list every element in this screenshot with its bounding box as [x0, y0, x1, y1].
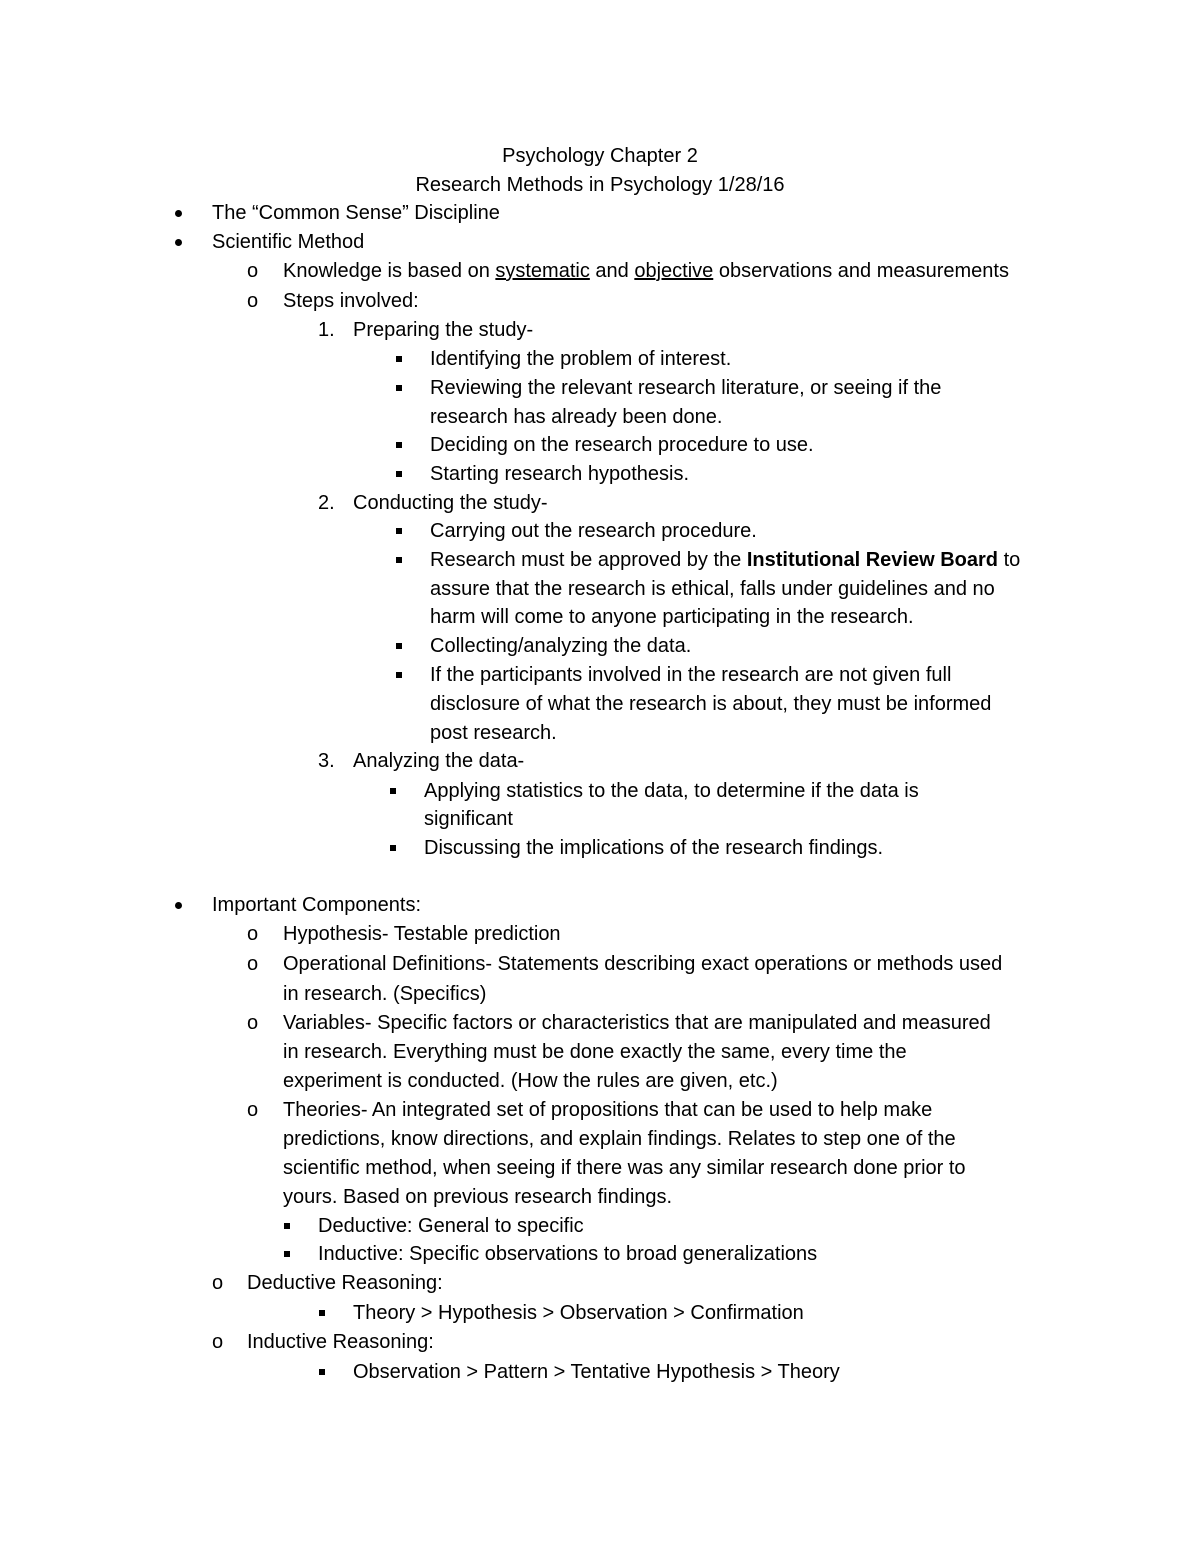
- square-bullet-icon: [396, 672, 402, 678]
- circle-bullet-icon: o: [247, 923, 259, 945]
- list-item: Carrying out the research procedure.: [430, 520, 757, 542]
- list-item: Collecting/analyzing the data.: [430, 635, 692, 657]
- square-bullet-icon: [396, 557, 402, 563]
- bold-term: Institutional Review Board: [746, 549, 999, 571]
- square-bullet-icon: [396, 643, 402, 649]
- list-item-continued: harm will come to anyone participating in the research.: [430, 606, 914, 628]
- list-item: Deductive: General to specific: [318, 1215, 584, 1237]
- page-title: Psychology Chapter 2: [502, 145, 698, 167]
- list-item: If the participants involved in the research are not given full: [430, 664, 952, 686]
- circle-bullet-icon: o: [247, 1099, 259, 1121]
- list-item: Knowledge is based on systematic and objective observations and measurements: [283, 260, 1009, 282]
- list-item: Reviewing the relevant research literature, or seeing if the: [430, 377, 942, 399]
- list-item: Starting research hypothesis.: [430, 463, 690, 485]
- list-item: Theories- An integrated set of propositions that can be used to help make: [283, 1099, 933, 1121]
- circle-bullet-icon: o: [247, 953, 259, 975]
- square-bullet-icon: [396, 385, 402, 391]
- list-item: Important Components:: [212, 894, 421, 916]
- list-item: Deciding on the research procedure to use.: [430, 434, 814, 456]
- list-item: Applying statistics to the data, to determine if the data is: [424, 780, 919, 802]
- list-item-continued: in research. Everything must be done exactly the same, every time the: [283, 1041, 907, 1063]
- square-bullet-icon: [396, 356, 402, 362]
- square-bullet-icon: [396, 528, 402, 534]
- page-subtitle: Research Methods in Psychology 1/28/16: [415, 174, 785, 196]
- list-item: Preparing the study-: [353, 319, 534, 341]
- square-bullet-icon: [396, 442, 402, 448]
- circle-bullet-icon: o: [212, 1331, 224, 1353]
- list-item: Analyzing the data-: [353, 750, 525, 772]
- list-item-continued: significant: [424, 808, 513, 830]
- step-number: 2.: [318, 492, 335, 514]
- list-item: Hypothesis- Testable prediction: [283, 923, 561, 945]
- list-item: Variables- Specific factors or characteristics that are manipulated and measured: [283, 1012, 991, 1034]
- step-number: 1.: [318, 319, 335, 341]
- list-item-continued: scientific method, when seeing if there was any similar research done prior to: [283, 1157, 966, 1179]
- list-item-continued: predictions, know directions, and explain findings. Relates to step one of the: [283, 1128, 956, 1150]
- underlined-term: objective: [634, 260, 714, 282]
- list-item: Operational Definitions- Statements describing exact operations or methods used: [283, 953, 1003, 975]
- list-item-continued: assure that the research is ethical, falls under guidelines and no: [430, 578, 995, 600]
- list-item: Identifying the problem of interest.: [430, 348, 732, 370]
- circle-bullet-icon: o: [247, 290, 259, 312]
- list-item-continued: research has already been done.: [430, 406, 723, 428]
- bullet-icon: [175, 210, 182, 217]
- list-item: Research must be approved by the Institutional Review Board to: [430, 549, 1021, 571]
- list-item: Deductive Reasoning:: [247, 1272, 443, 1294]
- square-bullet-icon: [396, 471, 402, 477]
- list-item: Observation > Pattern > Tentative Hypothesis > Theory: [353, 1361, 840, 1383]
- square-bullet-icon: [319, 1369, 325, 1375]
- list-item: Scientific Method: [212, 231, 365, 253]
- square-bullet-icon: [390, 845, 396, 851]
- list-item-continued: experiment is conducted. (How the rules are given, etc.): [283, 1070, 778, 1092]
- square-bullet-icon: [319, 1310, 325, 1316]
- list-item-continued: post research.: [430, 722, 557, 744]
- step-number: 3.: [318, 750, 335, 772]
- square-bullet-icon: [390, 788, 396, 794]
- underlined-term: systematic: [495, 260, 590, 282]
- bullet-icon: [175, 239, 182, 246]
- list-item: Steps involved:: [283, 290, 419, 312]
- list-item-continued: disclosure of what the research is about, they must be informed: [430, 693, 992, 715]
- list-item-continued: in research. (Specifics): [283, 983, 487, 1005]
- list-item: Conducting the study-: [353, 492, 548, 514]
- circle-bullet-icon: o: [212, 1272, 224, 1294]
- list-item: Inductive Reasoning:: [247, 1331, 434, 1353]
- list-item: Discussing the implications of the research findings.: [424, 837, 884, 859]
- bullet-icon: [175, 902, 182, 909]
- circle-bullet-icon: o: [247, 260, 259, 282]
- list-item: The “Common Sense” Discipline: [212, 202, 500, 224]
- list-item: Theory > Hypothesis > Observation > Confirmation: [353, 1302, 804, 1324]
- list-item: Inductive: Specific observations to broad generalizations: [318, 1243, 818, 1265]
- circle-bullet-icon: o: [247, 1012, 259, 1034]
- square-bullet-icon: [284, 1251, 290, 1257]
- list-item-continued: yours. Based on previous research findings.: [283, 1186, 673, 1208]
- square-bullet-icon: [284, 1223, 290, 1229]
